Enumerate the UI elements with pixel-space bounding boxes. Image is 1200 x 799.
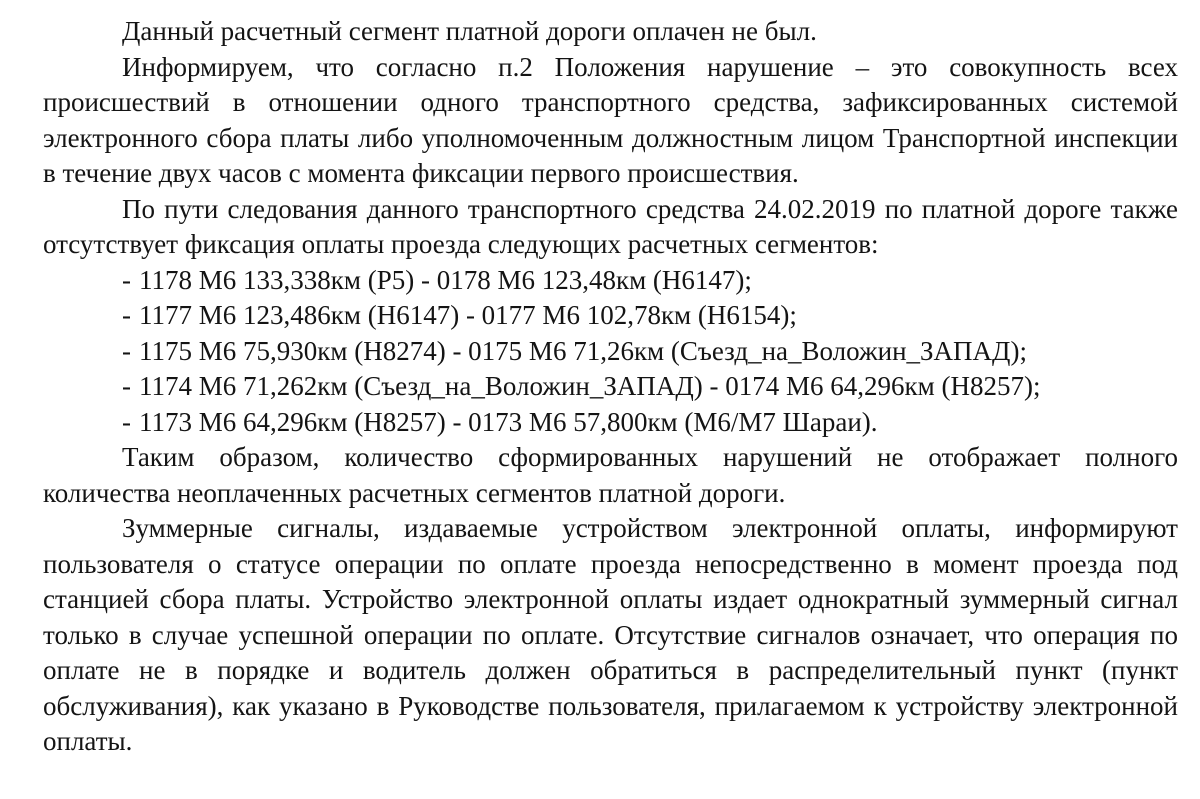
list-dash: - [122,300,131,330]
segment-text: 1177 М6 123,486км (Н6147) - 0177 М6 102,78км (Н6154); [139,300,797,330]
segment-text: 1173 М6 64,296км (Н8257) - 0173 М6 57,800км (М6/М7 Шараи). [139,406,878,437]
list-item [122,263,1178,299]
list-item [122,405,1178,441]
segment-text: 1178 М6 133,338км (Р5) - 0178 М6 123,48км (Н6147); [139,264,752,295]
paragraph-conclusion: Таким образом, количество сформированных нарушений не отображает полного количества неоплаченных расчетных сегментов платной дороги. [43,442,1178,508]
paragraph-route-segments-intro: По пути следования данного транспортного средства 24.02.2019 по платной дороге также отсутствует фиксация оплаты проезда следующих расчетных сегментов: [43,193,1178,259]
list-dash: - [122,406,131,437]
list-item [122,298,1178,334]
paragraph-violation-definition: Информируем, что согласно п.2 Положения нарушение – это совокупность всех происшествий в отношении одного транспортного средства, зафиксированных системой электронного сбора платы либо уполномоченным должностным лицом Транспортной инспекции в течение двух часов с момента фиксации первого происшествия. [43,51,1178,188]
list-dash: - [122,371,131,401]
paragraph-buzzer-signals: Зуммерные сигналы, издаваемые устройством электронной оплаты, информируют пользователя о статусе операции по оплате проезда непосредственно в момент проезда под станцией сбора платы. Устройство электронной оплаты издает однократный зуммерный сигнал только в случае успешной операции по оплате. Отсутствие сигналов означает, что операция по оплате не в порядке и водитель должен обратиться в распределительный пункт (пункт обслуживания), как указано в Руководстве пользователя, прилагаемом к устройству электронной оплаты. [43,513,1178,756]
paragraph-unpaid-segment: Данный расчетный сегмент платной дороги оплачен не был. [122,16,817,46]
segment-text: 1174 М6 71,262км (Съезд_на_Воложин_ЗАПАД) - 0174 М6 64,296км (Н8257); [139,371,1041,401]
list-item [122,334,1178,370]
list-item [122,369,1178,405]
segment-text: 1175 М6 75,930км (Н8274) - 0175 М6 71,26км (Съезд_на_Воложин_ЗАПАД); [139,335,1027,366]
list-dash: - [122,264,131,295]
segment-list [43,263,1178,441]
list-dash: - [122,335,131,366]
